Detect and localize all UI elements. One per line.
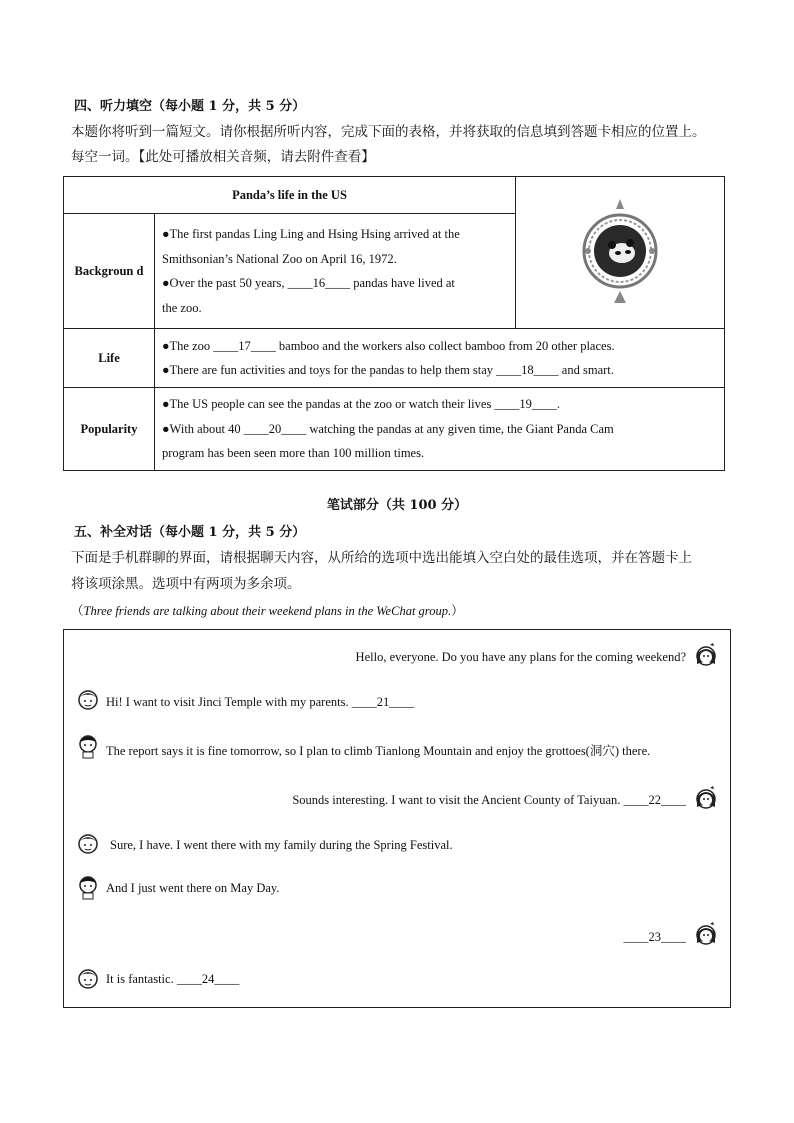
row-label-background: Backgroun d [64,214,155,329]
row-content-life [155,329,725,388]
girl-avatar [692,642,720,670]
boy-avatar-1 [74,964,102,992]
dialogue-context [71,601,464,619]
row-label-life: Life [64,329,155,388]
section4-instructions-line1: 本题你将听到一篇短文。请你根据所听内容，完成下面的表格，并将获取的信息填到答题卡相应的位置上。 [71,124,706,140]
context-close-paren: ） [451,604,464,618]
girl-avatar [692,921,720,949]
chat-message-4: Sounds interesting. I want to visit the Ancient County of Taiyuan. ____22____ [292,793,686,807]
boy-avatar-2 [74,731,102,759]
section4-title: 四、听力填空（每小题 1 分，共 5 分） [74,99,306,114]
panda-medallion-icon [580,191,660,311]
background-line-4: the zoo. [162,300,202,315]
chat-message-2: Hi! I want to visit Jinci Temple with my parents. ____21____ [106,695,415,709]
popularity-line-3: program has been seen more than 100 million times. [162,446,425,461]
chat-message-8: It is fantastic. ____24____ [106,972,240,986]
context-text: Three friends are talking about their weekend plans in the WeChat group. [83,604,452,618]
chat-message-7: ____23____ [623,930,686,944]
chat-message-6: And I just went there on May Day. [106,881,280,895]
background-line-3: ●Over the past 50 years, ____16____ pandas have lived at [162,276,455,290]
popularity-line-1: ●The US people can see the pandas at the zoo or watch their lives ____19____. [162,397,561,412]
boy-avatar-2 [74,872,102,900]
boy-avatar-1 [74,829,102,857]
background-line-2: Smithsonian’s National Zoo on April 16, 1972. [162,251,397,266]
row-content-background [155,214,516,329]
popularity-line-2: ●With about 40 ____20____ watching the pandas at any given time, the Giant Panda Cam [162,421,614,436]
boy-avatar-1 [74,685,102,713]
chat-message-3: The report says it is fine tomorrow, so I plan to climb Tianlong Mountain and enjoy the grottoes(洞穴) there. [106,744,651,758]
chat-message-5: Sure, I have. I went there with my family during the Spring Festival. [110,838,453,852]
written-part-title: 笔试部分（共 100 分） [326,498,468,513]
row-label-popularity: Popularity [64,388,155,471]
background-line-1: ●The first pandas Ling Ling and Hsing Hsing arrived at the [162,227,460,241]
chat-message-1: Hello, everyone. Do you have any plans for the coming weekend? [355,650,686,664]
girl-avatar [692,785,720,813]
chat-window [63,629,731,1008]
panda-life-table [63,176,725,471]
section5-title: 五、补全对话（每小题 1 分，共 5 分） [74,525,306,540]
medallion-image-cell [516,177,725,329]
life-line-1: ●The zoo ____17____ bamboo and the workers also collect bamboo from 20 other places. [162,338,615,353]
row-content-popularity [155,388,725,471]
context-open-paren: （ [71,604,84,618]
section5-instructions-line1: 下面是手机群聊的界面，请根据聊天内容，从所给的选项中选出能填入空白处的最佳选项，并在答题卡上 [71,550,692,566]
section4-instructions-line2: 每空一词。【此处可播放相关音频，请去附件查看】 [71,149,375,165]
section5-instructions-line2: 将该项涂黑。选项中有两项为多余项。 [71,576,301,592]
table-header: Panda’s life in the US [64,177,516,214]
life-line-2: ●There are fun activities and toys for the pandas to help them stay ____18____ and smart. [162,363,614,377]
